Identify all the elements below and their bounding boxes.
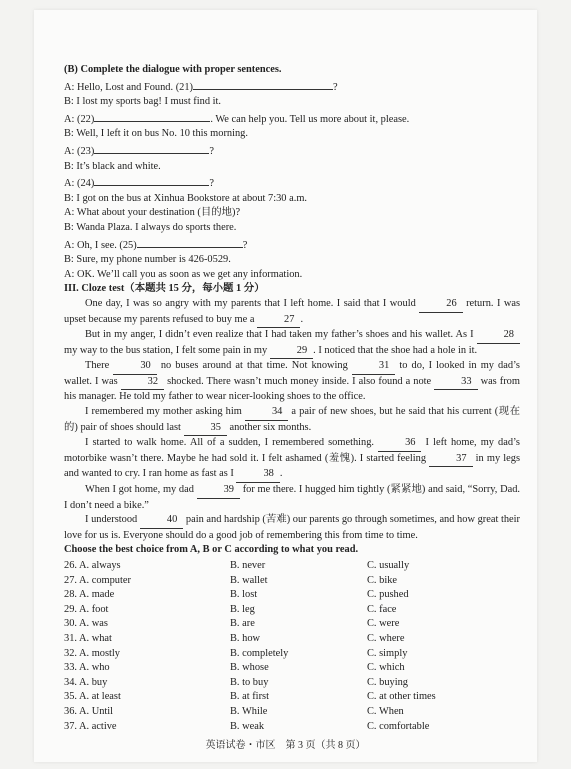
dialogue-line-21: A: Hello, Lost and Found. (21) ? xyxy=(64,78,520,96)
option-c[interactable]: C. comfortable xyxy=(367,720,430,732)
answer-blank-23[interactable] xyxy=(94,142,209,154)
answer-blank-24[interactable] xyxy=(94,174,209,186)
answer-blank-25[interactable] xyxy=(137,236,243,248)
cloze-blank-29[interactable]: 29 xyxy=(270,344,313,360)
option-b[interactable]: B. leg xyxy=(230,603,255,615)
dialogue-line-24: A: (24) ? xyxy=(64,174,520,192)
option-c[interactable]: C. usually xyxy=(367,560,410,571)
cloze-blank-30[interactable]: 30 xyxy=(113,359,156,375)
option-row-32 xyxy=(64,647,520,662)
cloze-blank-39[interactable]: 39 xyxy=(197,483,240,499)
dialogue-line: A: What about your destination (目的地)? xyxy=(64,207,241,219)
cloze-paragraph-4: I remembered my mother asking him 34 a pair of new shoes, but he said that his current (现在的) pair of shoes should last 35 another six months. xyxy=(64,405,520,436)
cloze-paragraph-3: There 30 no buses around at that time. Not knowing 31 to do, I looked in my dad’s wallet. I was 32 shocked. There wasn’t much money inside. I also found a note 33 was from his manager. He told my father to wear nicer-looking shoes to the office. xyxy=(64,360,520,403)
option-b[interactable]: B. at first xyxy=(230,691,269,703)
option-row-26 xyxy=(64,559,520,574)
dialogue-line: B: Well, I left it on bus No. 10 this morning. xyxy=(64,128,248,140)
option-c[interactable]: C. at other times xyxy=(367,691,436,703)
dialogue-line: B: I lost my sports bag! I must find it. xyxy=(64,96,222,108)
option-b[interactable]: B. whose xyxy=(230,662,269,674)
option-a[interactable]: 32. A. mostly xyxy=(64,647,121,659)
page-content xyxy=(64,63,520,734)
cloze-blank-36[interactable]: 36 xyxy=(378,436,421,452)
answer-blank-21[interactable] xyxy=(193,78,333,90)
option-c[interactable]: C. face xyxy=(367,603,397,615)
option-b[interactable]: B. lost xyxy=(230,589,258,601)
option-c[interactable]: C. When xyxy=(367,705,404,717)
cloze-paragraph-1: One day, I was so angry with my parents that I left home. I said that I would 26 return. I was upset because my parents refused to buy me a 27 . xyxy=(64,297,520,328)
dialogue-line: B: I got on the bus at Xinhua Bookstore at about 7:30 a.m. xyxy=(64,192,307,204)
option-a[interactable]: 28. A. made xyxy=(64,589,115,601)
section-b-title: (B) Complete the dialogue with proper sentences. xyxy=(64,64,282,75)
cloze-blank-38[interactable]: 38 xyxy=(236,467,279,483)
cloze-blank-35[interactable]: 35 xyxy=(184,421,227,437)
dialogue-line: B: Sure, my phone number is 426-0529. xyxy=(64,254,231,266)
option-c[interactable]: C. which xyxy=(367,662,405,674)
option-c[interactable]: C. bike xyxy=(367,574,398,586)
cloze-blank-27[interactable]: 27 xyxy=(257,313,300,329)
option-a[interactable]: 26. A. always xyxy=(64,560,121,571)
dialogue-line: B: Wanda Plaza. I always do sports there. xyxy=(64,221,237,233)
option-row-27 xyxy=(64,574,520,589)
option-b[interactable]: B. completely xyxy=(230,647,289,659)
option-row-28 xyxy=(64,588,520,603)
cloze-blank-37[interactable]: 37 xyxy=(429,452,472,468)
option-b[interactable]: B. how xyxy=(230,632,261,644)
options-list xyxy=(64,559,520,734)
option-row-37 xyxy=(64,720,520,735)
option-b[interactable]: B. While xyxy=(230,705,268,717)
answer-blank-22[interactable] xyxy=(94,110,210,122)
choose-instruction: Choose the best choice from A, B or C according to what you read. xyxy=(64,544,359,556)
option-a[interactable]: 31. A. what xyxy=(64,632,112,644)
option-row-30 xyxy=(64,617,520,632)
option-a[interactable]: 35. A. at least xyxy=(64,691,121,703)
dialogue-line-22: A: (22) . We can help you. Tell us more about it, please. xyxy=(64,110,520,128)
cloze-blank-32[interactable]: 32 xyxy=(121,375,164,391)
option-a[interactable]: 37. A. active xyxy=(64,720,117,732)
option-c[interactable]: C. buying xyxy=(367,676,408,688)
option-b[interactable]: B. wallet xyxy=(230,574,268,586)
option-c[interactable]: C. where xyxy=(367,632,405,644)
dialogue-line: B: It’s black and white. xyxy=(64,160,161,172)
option-b[interactable]: B. are xyxy=(230,618,255,630)
option-b[interactable]: B. to buy xyxy=(230,676,269,688)
cloze-blank-34[interactable]: 34 xyxy=(245,405,288,421)
option-a[interactable]: 33. A. who xyxy=(64,662,110,674)
option-b[interactable]: B. weak xyxy=(230,720,265,732)
option-a[interactable]: 30. A. was xyxy=(64,618,108,630)
option-a[interactable]: 34. A. buy xyxy=(64,676,108,688)
option-b[interactable]: B. never xyxy=(230,560,266,571)
option-a[interactable]: 29. A. foot xyxy=(64,603,109,615)
cloze-paragraph-5: I started to walk home. All of a sudden, I remembered something. 36 I left home, my dad’s motorbike wasn’t there. Maybe he had sold it. I felt ashamed (羞愧). I started feeling 37 in my legs and wanted to cry. I ran home as fast as I 38 . xyxy=(64,436,520,483)
option-c[interactable]: C. simply xyxy=(367,647,408,659)
dialogue-line: A: OK. We’ll call you as soon as we get any information. xyxy=(64,268,303,280)
dialogue-line-25: A: Oh, I see. (25) ? xyxy=(64,236,520,254)
cloze-paragraph-2: But in my anger, I didn’t even realize that I had taken my father’s shoes and his wallet. As I 28 my way to the bus station, I felt some pain in my 29 . I noticed that the shoe had a hole in it. xyxy=(64,328,520,359)
cloze-blank-28[interactable]: 28 xyxy=(477,328,520,344)
cloze-blank-31[interactable]: 31 xyxy=(352,359,395,375)
option-a[interactable]: 36. A. Until xyxy=(64,705,114,717)
option-row-36 xyxy=(64,705,520,720)
option-row-29 xyxy=(64,603,520,618)
option-a[interactable]: 27. A. computer xyxy=(64,574,131,586)
cloze-paragraph-7: I understood 40 pain and hardship (苦难) our parents go through sometimes, and how great their love for us is. Everyone should do a good job of remembering this from time to time. xyxy=(64,514,520,541)
cloze-blank-33[interactable]: 33 xyxy=(434,375,477,391)
option-c[interactable]: C. pushed xyxy=(367,589,409,601)
option-c[interactable]: C. were xyxy=(367,618,400,630)
option-row-33 xyxy=(64,661,520,676)
cloze-blank-26[interactable]: 26 xyxy=(419,297,462,313)
option-row-31 xyxy=(64,632,520,647)
option-row-35 xyxy=(64,690,520,705)
option-row-34 xyxy=(64,676,520,691)
cloze-blank-40[interactable]: 40 xyxy=(140,513,183,529)
cloze-paragraph-6: When I got home, my dad 39 for me there. I hugged him tightly (紧紧地) and said, “Sorry, Dad. I don’t need a bike.” xyxy=(64,484,520,511)
page-footer: 英语试卷・市区 第 3 页（共 8 页） xyxy=(205,740,366,751)
dialogue-line-23: A: (23) ? xyxy=(64,142,520,160)
cloze-heading: III. Cloze test（本题共 15 分，每小题 1 分） xyxy=(64,283,265,295)
